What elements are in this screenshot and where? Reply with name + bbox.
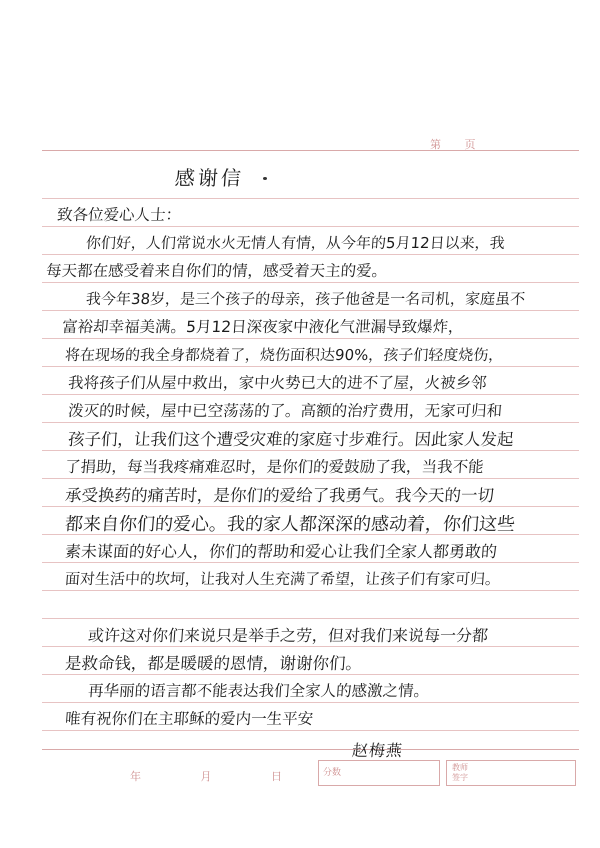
letter-line: 孩子们，让我们这个遭受灾难的家庭寸步难行。因此家人发起 [67,430,515,449]
ruled-line [42,226,579,227]
ruled-line [42,618,579,619]
letter-line: 是救命钱，都是暖暖的恩情，谢谢你们。 [64,654,363,673]
footer-date-label: 年 月 日 [130,770,310,783]
letter-line: 泼灭的时候，屋中已空荡荡的了。高额的治疗费用，无家可归和 [67,402,503,420]
letter-line: 或许这对你们来说只是举手之劳，但对我们来说每一分都 [87,626,489,645]
title-period-mark [263,177,267,180]
letter-title: 感谢信 [174,166,245,190]
letter-line: 每天都在感受着来自你们的情，感受着天主的爱。 [45,262,388,280]
ruled-line [42,674,579,675]
page-number-label: 第 页 [430,138,486,151]
letter-line: 将在现场的我全身都烧着了，烧伤面积达90%，孩子们轻度烧伤， [64,346,505,364]
score-label: 分数 [323,768,342,778]
teacher-label-bottom: 签字 [452,773,468,782]
ruled-line [42,394,579,395]
letter-line: 承受换药的痛苦时，是你们的爱给了我勇气。我今天的一切 [64,486,495,505]
ruled-line [42,338,579,339]
letter-line: 富裕却幸福美满。5月12日深夜家中液化气泄漏导致爆炸， [61,318,465,336]
letter-line: 素未谋面的好心人，你们的帮助和爱心让我们全家人都勇敢的 [64,542,498,561]
ruled-line [42,562,579,563]
letter-line: 你们好，人们常说水火无情人有情，从今年的5月12日以来，我 [85,234,506,252]
letter-line: 都来自你们的爱心。我的家人都深深的感动着，你们这些 [64,514,516,535]
letter-salutation: 致各位爱心人士： [56,206,182,224]
letter-line: 我将孩子们从屋中救出，家中火势已大的进不了屋，火被乡邻 [67,374,488,392]
ruled-line [42,450,579,451]
ruled-line [42,282,579,283]
ruled-line [42,506,579,507]
ruled-line [42,422,579,423]
letter-line: 唯有祝你们在主耶稣的爱内一生平安 [64,710,314,728]
ruled-line [42,646,579,647]
teacher-label-top: 教师 [452,763,468,772]
ruled-line [42,590,579,591]
letter-line: 我今年38岁，是三个孩子的母亲，孩子他爸是一名司机，家庭虽不 [85,290,526,308]
ruled-line [42,254,579,255]
teacher-signature-box [446,760,576,786]
ruled-line [42,702,579,703]
letter-line: 再华丽的语言都不能表达我们全家人的感激之情。 [87,682,430,700]
ruled-line [42,730,579,731]
ruled-line [42,310,579,311]
ruled-line [42,478,579,479]
signature: 赵梅燕 [350,741,404,760]
ruled-line [42,366,579,367]
ruled-line [42,198,579,199]
score-box [318,760,440,786]
letter-line: 了捐助，每当我疼痛难忍时，是你们的爱鼓励了我，当我不能 [64,458,485,476]
letter-line: 面对生活中的坎坷，让我对人生充满了希望，让孩子们有家可归。 [64,570,501,588]
